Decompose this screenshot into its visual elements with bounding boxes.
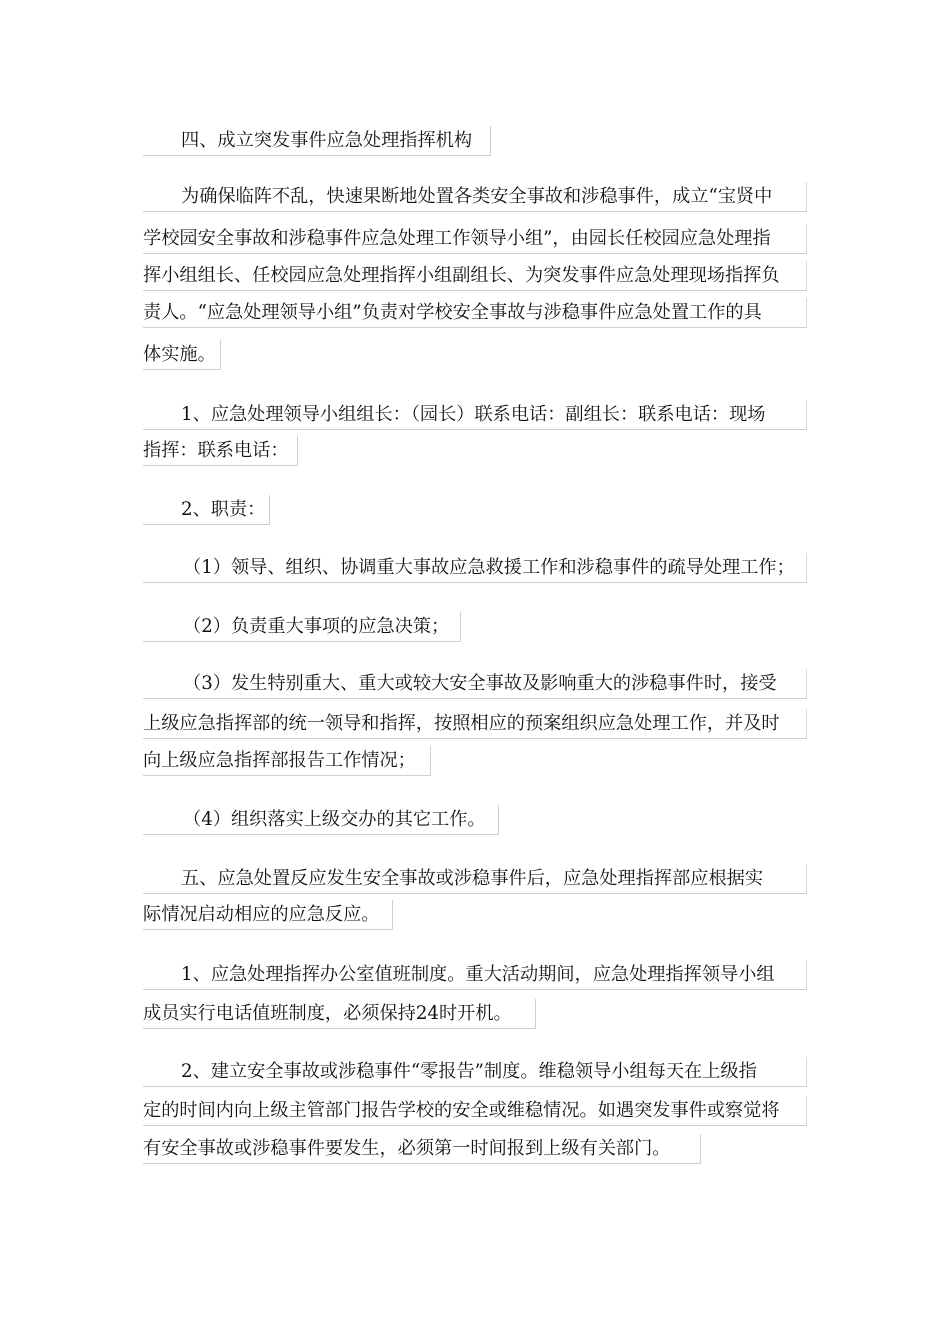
- paragraph-line: 1、应急处理指挥办公室值班制度。重大活动期间，应急处理指挥领导小组: [143, 960, 807, 990]
- list-item: （3）发生特别重大、重大或较大安全事故及影响重大的涉稳事件时，接受: [143, 669, 807, 699]
- list-item: 上级应急指挥部的统一领导和指挥，按照相应的预案组织应急处理工作，并及时: [143, 709, 807, 739]
- list-item: （2）负责重大事项的应急决策；: [143, 612, 461, 642]
- paragraph-line: 体实施。: [143, 340, 221, 370]
- section-heading-four: 四、成立突发事件应急处理指挥机构: [143, 126, 491, 156]
- paragraph-line: 指挥：联系电话：: [143, 436, 298, 466]
- paragraph-line: 1、应急处理领导小组组长：（园长）联系电话：副组长：联系电话：现场: [143, 400, 807, 430]
- paragraph-line: 际情况启动相应的应急反应。: [143, 900, 393, 930]
- paragraph-line: 2、建立安全事故或涉稳事件“零报告”制度。维稳领导小组每天在上级指: [143, 1057, 807, 1087]
- list-item: （4）组织落实上级交办的其它工作。: [143, 805, 499, 835]
- paragraph-line: 挥小组组长、任校园应急处理指挥小组副组长、为突发事件应急处理现场指挥负: [143, 261, 807, 291]
- list-item: 向上级应急指挥部报告工作情况；: [143, 746, 431, 776]
- paragraph-line: 有安全事故或涉稳事件要发生，必须第一时间报到上级有关部门。: [143, 1134, 701, 1164]
- paragraph-line: 责人。“应急处理领导小组”负责对学校安全事故与涉稳事件应急处置工作的具: [143, 298, 807, 328]
- list-item: （1）领导、组织、协调重大事故应急救援工作和涉稳事件的疏导处理工作；: [143, 553, 807, 583]
- paragraph-line: 定的时间内向上级主管部门报告学校的安全或维稳情况。如遇突发事件或察觉将: [143, 1096, 807, 1126]
- paragraph-line: 学校园安全事故和涉稳事件应急处理工作领导小组”，由园长任校园应急处理指: [143, 224, 807, 254]
- paragraph-line: 为确保临阵不乱，快速果断地处置各类安全事故和涉稳事件，成立“宝贤中: [143, 182, 807, 212]
- section-heading-five: 五、应急处置反应发生安全事故或涉稳事件后，应急处理指挥部应根据实: [143, 864, 807, 894]
- paragraph-line: 成员实行电话值班制度，必须保持24时开机。: [143, 999, 536, 1029]
- subheading-duties: 2、职责：: [143, 495, 270, 525]
